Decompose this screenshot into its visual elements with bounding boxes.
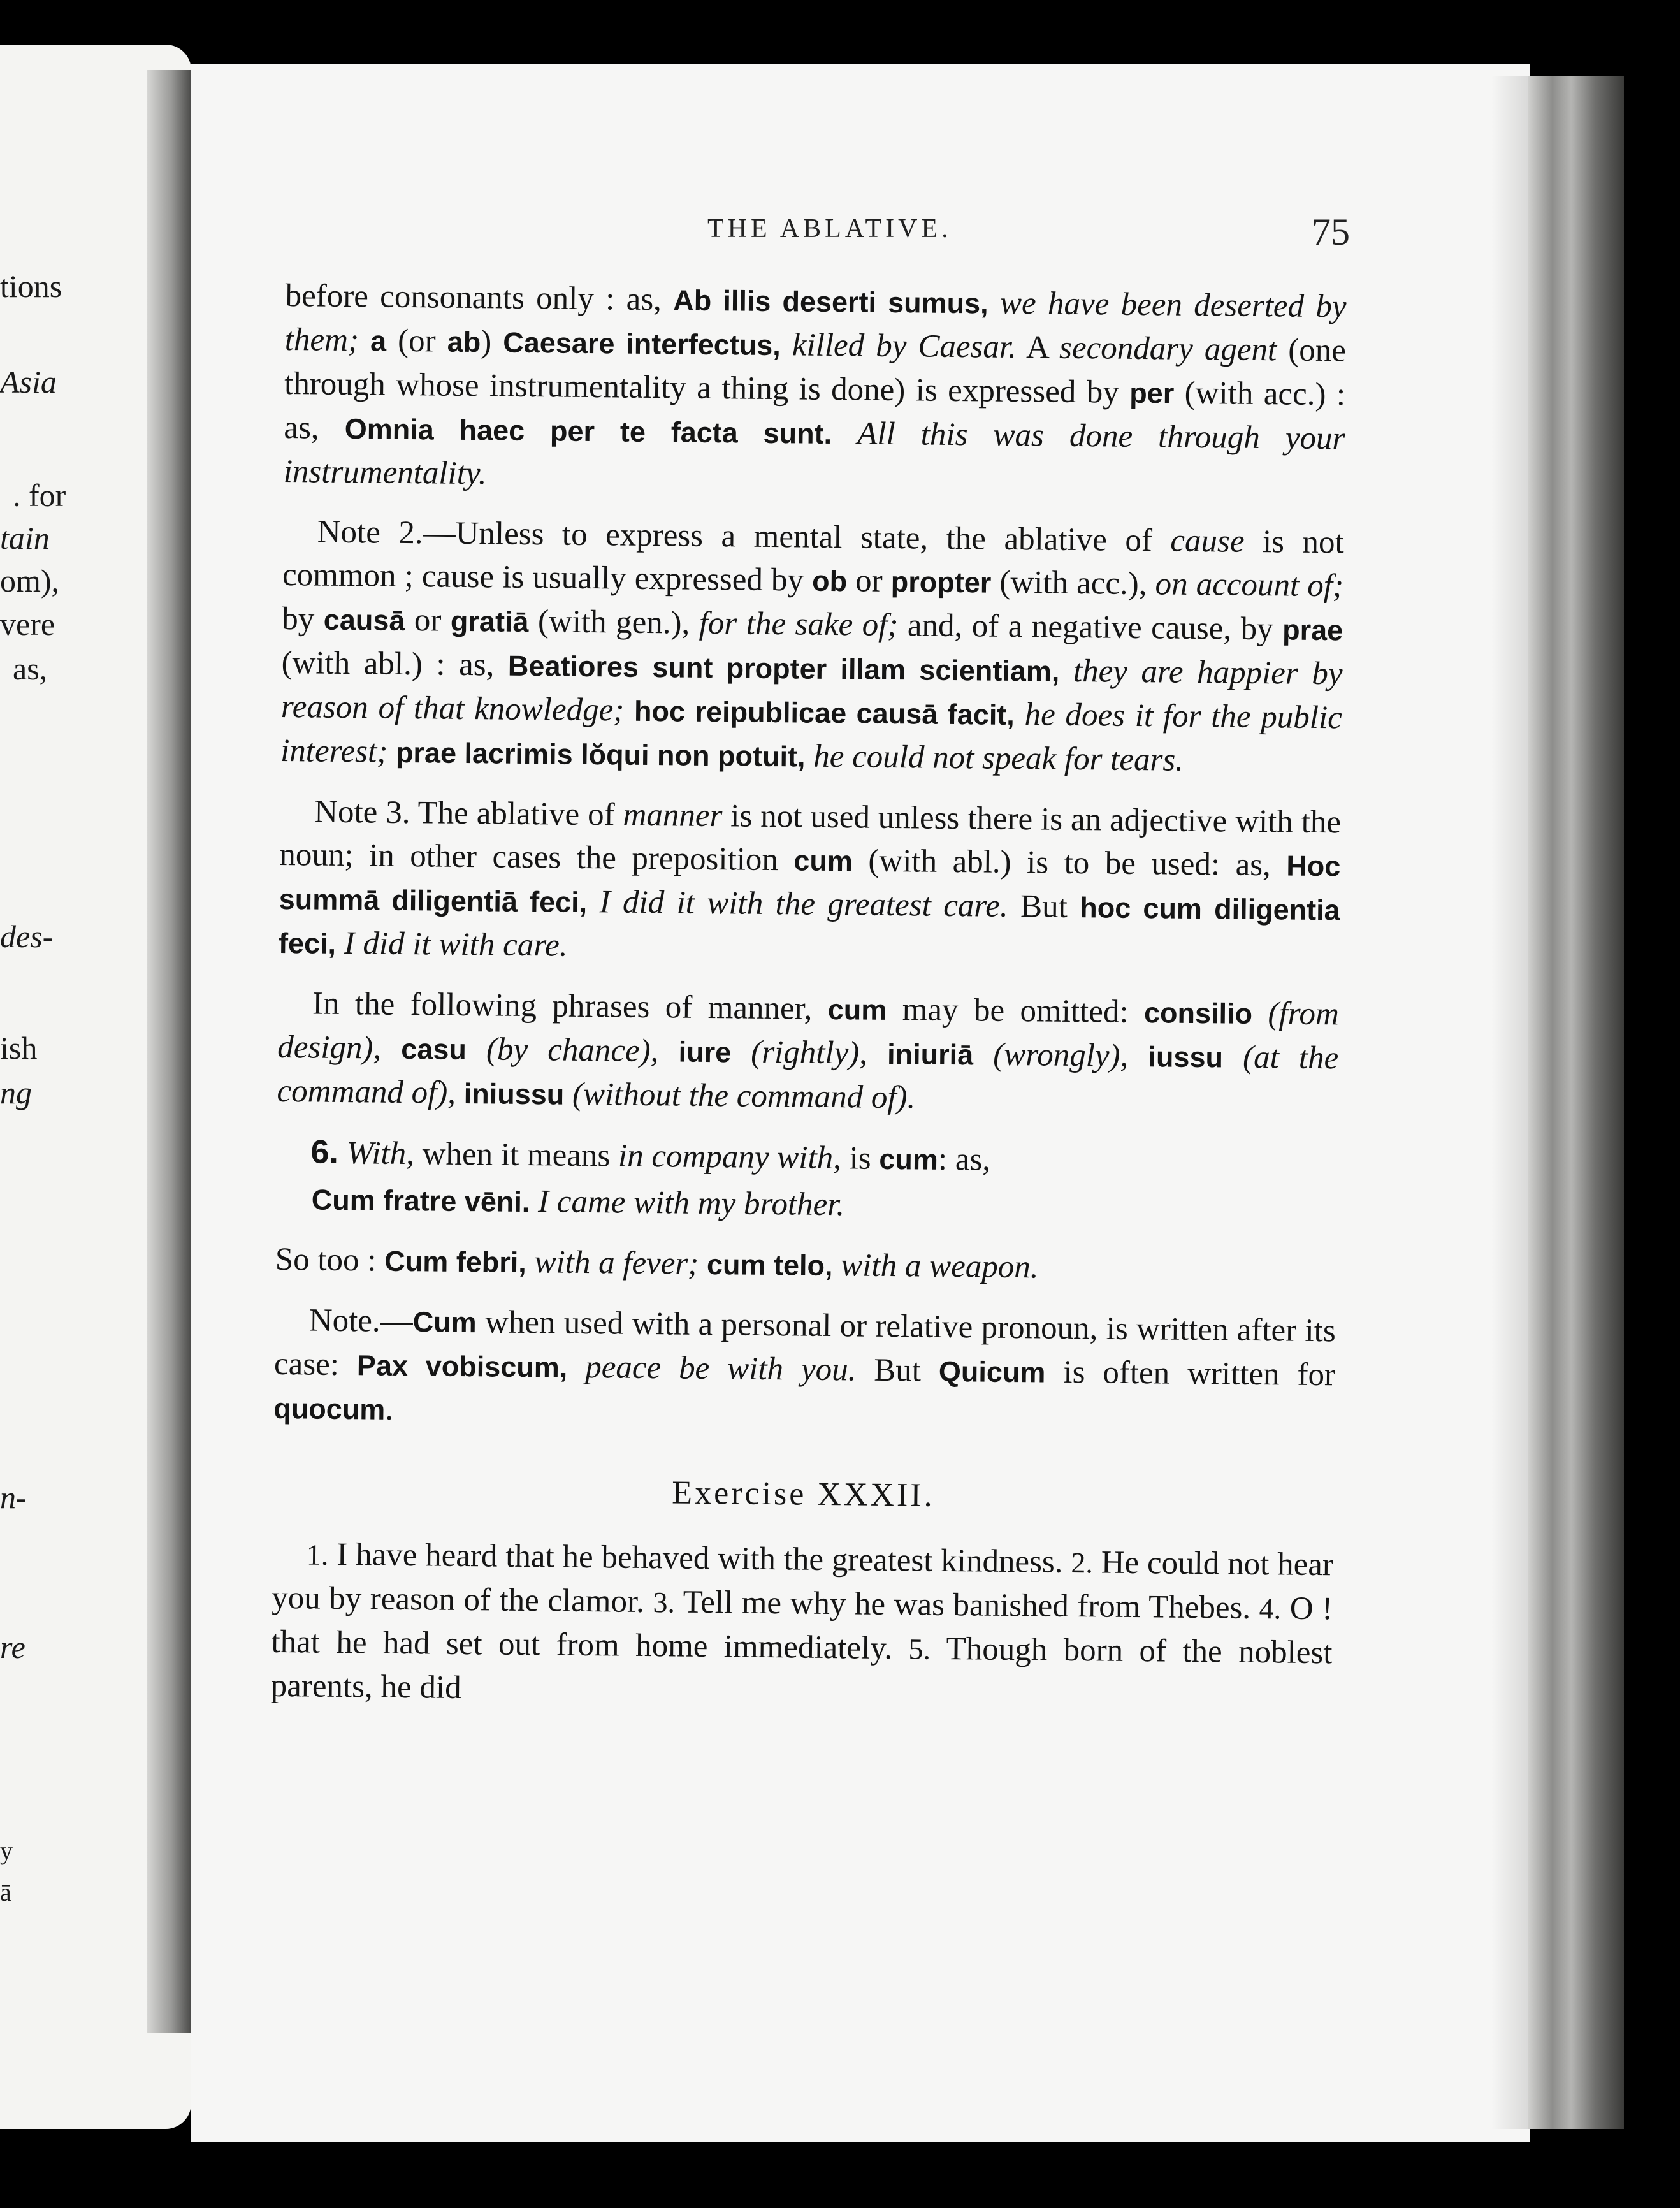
phrases-of-manner	[277, 982, 1339, 1124]
latin-term: cum	[827, 992, 887, 1026]
text: Note 2.—Unless to express a mental state, the ablative of	[317, 514, 1171, 559]
emphasis: secondary agent	[1059, 330, 1277, 368]
translation: (from design),	[277, 996, 1340, 1066]
text: (with gen.),	[528, 604, 700, 641]
translation: with a fever;	[534, 1244, 699, 1282]
latin-term: ob	[811, 564, 848, 598]
text: (one through whose instrumentality a thing is done) is expressed by	[284, 332, 1347, 410]
latin-example: Beatiores sunt propter illam scientiam,	[507, 649, 1060, 688]
latin-term: causā	[323, 603, 405, 637]
text: before consonants only : as,	[285, 277, 674, 318]
text: or	[846, 563, 892, 599]
exercise-title: Exercise XXXII.	[672, 1474, 935, 1514]
left-page-fragment: n-	[0, 1479, 27, 1515]
translation: they are happier by reason of that knowledge;	[280, 653, 1343, 729]
text: when used with a personal or relative pronoun, is written after its case:	[273, 1304, 1336, 1383]
exercise-sentence: Though born of the noblest parents, he did	[270, 1631, 1333, 1706]
left-page-fragment: vere	[0, 606, 55, 642]
text: Note.—	[308, 1302, 413, 1340]
text: is	[841, 1140, 880, 1177]
latin-term: propter	[890, 565, 992, 599]
left-page-fragment: tain	[0, 520, 50, 556]
text: is often written for	[1045, 1354, 1336, 1393]
left-page-fragment: as,	[13, 651, 48, 686]
note-2	[280, 510, 1344, 784]
translation: All this was done through your instrumentality.	[283, 416, 1345, 492]
translation: on account of;	[1155, 566, 1344, 604]
text: A	[1016, 330, 1060, 366]
latin-example: cum telo,	[706, 1248, 833, 1282]
book-spine-edge	[1528, 76, 1624, 2129]
translation: (rightly),	[751, 1034, 868, 1071]
exercise-sentence: O ! that he had set out from home immediately.	[271, 1590, 1333, 1667]
translation: I came with my brother.	[537, 1184, 845, 1223]
text: In the following phrases of manner,	[312, 985, 829, 1027]
text: )	[480, 324, 503, 360]
translation: (without the command of).	[572, 1076, 916, 1116]
translation: I did it with care.	[344, 926, 568, 964]
left-page-fragment: ā	[0, 1878, 11, 1907]
left-page-fragment: y	[0, 1836, 13, 1865]
translation: with a weapon.	[841, 1247, 1039, 1286]
left-page-fragment: ish	[0, 1030, 38, 1066]
latin-example: hoc cum diligentia feci,	[278, 891, 1340, 960]
latin-term: Cum	[412, 1305, 477, 1339]
text: : as,	[938, 1141, 991, 1178]
translation: peace be with you.	[584, 1349, 857, 1388]
text: or	[405, 602, 451, 639]
text: when it means	[414, 1136, 619, 1174]
text: (with acc.) : as,	[284, 375, 1346, 446]
section-number: 6.	[310, 1133, 339, 1171]
latin-term: iniuriā	[887, 1037, 974, 1071]
latin-term: ab	[447, 325, 481, 359]
translation: I did it with the greatest care.	[599, 884, 1009, 924]
section-6-example	[275, 1177, 1337, 1232]
left-page-fragment: ng	[0, 1075, 32, 1110]
latin-example: Hoc summā diligentiā feci,	[279, 849, 1341, 919]
text: (or	[386, 323, 448, 360]
note-3	[279, 790, 1342, 976]
page-number: 75	[1312, 211, 1350, 253]
latin-example: Omnia haec per te facta sunt.	[344, 412, 832, 450]
text: So too :	[275, 1241, 385, 1279]
emphasis: manner	[623, 797, 723, 834]
latin-term: cum	[879, 1142, 939, 1176]
latin-term: consilio	[1143, 996, 1253, 1030]
left-page-fragment: des-	[0, 919, 54, 954]
translation: killed by Caesar.	[792, 327, 1017, 366]
text: by	[282, 600, 324, 637]
text: (with acc.),	[991, 564, 1155, 602]
paragraph-agent	[283, 274, 1347, 504]
translation: for the sake of;	[699, 605, 899, 644]
latin-example: Ab illis deserti sumus,	[673, 284, 988, 320]
left-page-fragment: tions	[0, 268, 62, 304]
exercise-sentence: Tell me why he was banished from Thebes.	[683, 1584, 1251, 1626]
note-cum	[273, 1298, 1336, 1441]
exercise-sentence: I have heard that he behaved with the greatest kindness.	[337, 1536, 1063, 1580]
left-page-fragment: om),	[0, 563, 60, 599]
translation: (by chance),	[486, 1031, 659, 1070]
latin-example: Cum febri,	[384, 1244, 527, 1279]
emphasis: With,	[346, 1135, 415, 1172]
text: may be omitted:	[887, 991, 1145, 1031]
latin-term: casu	[401, 1032, 467, 1066]
exercise-number: 2.	[1071, 1546, 1094, 1580]
translation: we have been deserted by them;	[284, 285, 1347, 359]
latin-term: cum	[793, 844, 853, 878]
latin-example: Caesare interfectus,	[503, 326, 781, 362]
translation: he could not speak for tears.	[813, 738, 1184, 778]
section-6	[276, 1130, 1338, 1186]
latin-term: Quicum	[938, 1355, 1046, 1389]
text: (with abl.) is to be used: as,	[852, 843, 1287, 883]
exercise-sentences	[270, 1532, 1333, 1718]
latin-term: iussu	[1148, 1040, 1224, 1074]
latin-term: iniussu	[463, 1077, 565, 1111]
text: But	[856, 1352, 939, 1389]
latin-term: iure	[678, 1035, 732, 1069]
page-content	[270, 274, 1346, 1718]
exercise-number: 3.	[653, 1586, 676, 1619]
translation: he does it for the public interest;	[280, 697, 1343, 770]
latin-term: a	[370, 324, 387, 358]
page-gutter	[147, 70, 191, 2033]
exercise-sentence: He could not hear you by reason of the clamor.	[271, 1544, 1334, 1620]
latin-example: hoc reipublicae causā facit,	[634, 694, 1015, 732]
left-page-fragment: Asia	[0, 364, 57, 400]
exercise-number: 1.	[306, 1538, 329, 1571]
emphasis: in company with,	[618, 1138, 842, 1177]
translation: (at the command of),	[277, 1039, 1339, 1111]
text: is not used unless there is an adjective with the noun; in other cases the preposition	[279, 798, 1342, 878]
text: Note 3. The ablative of	[314, 794, 623, 833]
exercise-number: 5.	[908, 1632, 931, 1666]
exercise-number: 4.	[1259, 1592, 1282, 1625]
text: .	[385, 1391, 394, 1427]
latin-term: per	[1129, 376, 1175, 410]
running-head: THE ABLATIVE.	[707, 214, 952, 243]
text: is not common ; cause is usually expressed by	[282, 523, 1344, 599]
left-page-fragment: . for	[13, 477, 66, 513]
latin-term: gratiā	[450, 604, 529, 639]
latin-example: Cum fratre vēni.	[311, 1183, 530, 1219]
latin-example: Pax vobiscum,	[356, 1349, 568, 1384]
latin-term: prae	[1282, 613, 1343, 647]
left-page-fragment: re	[0, 1629, 25, 1665]
latin-term: quocum	[273, 1391, 386, 1426]
emphasis: cause	[1170, 523, 1245, 560]
text: But	[1008, 888, 1080, 926]
page-edge-shadow	[1491, 76, 1530, 2129]
translation: (wrongly),	[993, 1036, 1129, 1074]
text: (with abl.) : as,	[281, 644, 509, 683]
text: and, of a negative cause, by	[898, 607, 1283, 648]
so-too-line	[275, 1238, 1336, 1293]
latin-example: prae lacrimis lŏqui non potuit,	[395, 736, 806, 773]
